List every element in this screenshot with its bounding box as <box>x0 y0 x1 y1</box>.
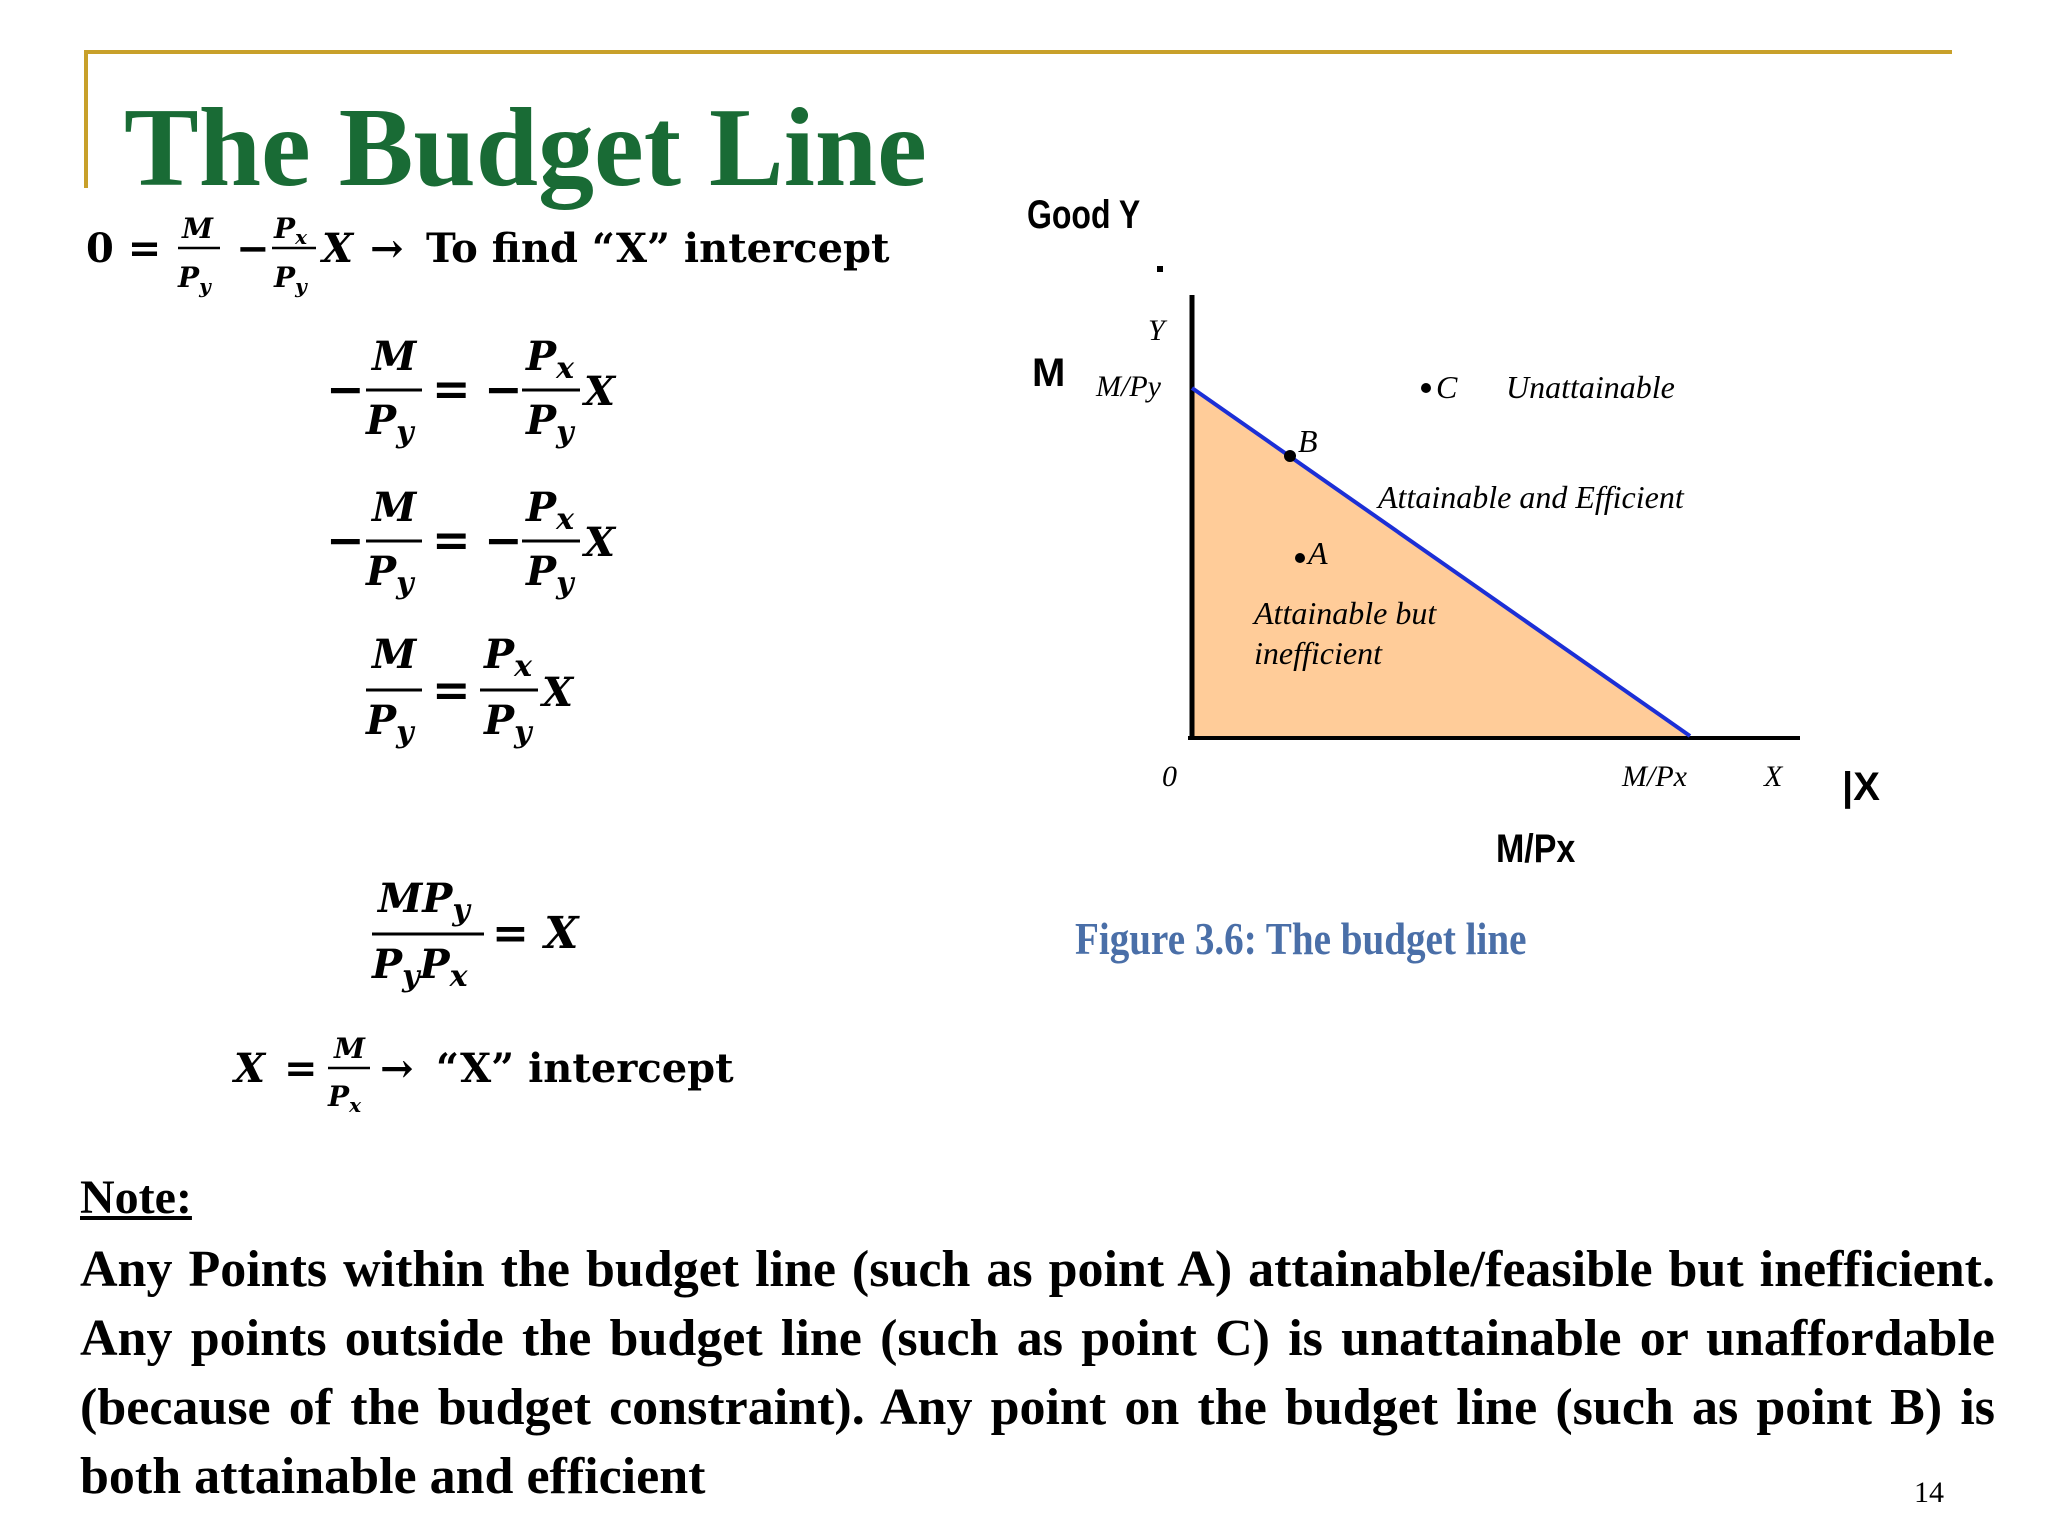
svg-text:=: = <box>432 513 471 567</box>
svg-text:Py: $P_y$ <box>274 261 307 298</box>
point-b-label: B <box>1298 423 1318 459</box>
arrow-2: → <box>380 1045 414 1092</box>
svg-text:X: X <box>234 1045 266 1092</box>
svg-text:Px: $P_x$ <box>274 212 307 249</box>
equation-line-6 <box>231 1032 734 1117</box>
y-axis-tick <box>1157 266 1163 272</box>
point-a-marker <box>1295 553 1305 563</box>
svg-text:Px: $P_x$ <box>526 333 574 386</box>
svg-text:0 =: 0 = <box>86 225 162 272</box>
x-intercept-result: “X” intercept <box>436 1045 734 1092</box>
svg-text:M: M <box>372 484 417 531</box>
svg-text:PyPx: $P_yP_x$ <box>372 941 468 994</box>
svg-text:Py: $P_y$ <box>526 397 574 450</box>
svg-text:−: − <box>484 513 523 567</box>
svg-text:Py: $P_y$ <box>526 548 574 601</box>
origin-label: 0 <box>1162 760 1177 793</box>
note-text: Any Points within the budget line (such as point A) attainable/feasible but inefficient. Any points outside the budget line (such as point C) is unattainable or unaffordable (because of the budget constraint). Any point on the budget line (such as point B) is both attainable and efficient <box>80 1241 1995 1505</box>
svg-text:M: M <box>372 333 417 380</box>
x-intercept-instruction: To find “X” intercept <box>426 225 890 272</box>
svg-text:Px: $P_x$ <box>526 484 574 537</box>
slide-title: The Budget Line <box>124 86 927 210</box>
svg-text:Py: $P_y$ <box>366 548 414 601</box>
svg-text:Py: $P_y$ <box>484 697 532 750</box>
svg-text:−: − <box>326 513 365 567</box>
m-fragment-label: M <box>1032 351 1066 395</box>
svg-text:−: − <box>326 362 365 416</box>
svg-text:−: − <box>484 362 523 416</box>
y-intercept-label: M/Py <box>1096 370 1161 403</box>
svg-text:M: M <box>334 1032 365 1065</box>
svg-text:M: M <box>182 212 213 245</box>
x-axis-letter: X <box>1764 760 1783 793</box>
svg-text:Px: $P_x$ <box>328 1080 361 1117</box>
point-b-marker <box>1284 450 1296 462</box>
attainable-inefficient-label-1: Attainable but <box>1254 595 1437 631</box>
point-c-marker <box>1421 383 1431 393</box>
point-c-label: C <box>1436 369 1458 405</box>
svg-text:X: X <box>584 368 616 415</box>
svg-text:Py: $P_y$ <box>178 261 211 298</box>
svg-text:−: − <box>236 225 270 272</box>
svg-text:X: X <box>322 225 354 272</box>
point-a-label: A <box>1308 535 1328 571</box>
figure-caption: Figure 3.6: The budget line <box>1075 913 1527 964</box>
svg-text:X: X <box>584 519 616 566</box>
svg-text:=: = <box>284 1045 318 1092</box>
note-label: Note: <box>80 1171 192 1224</box>
unattainable-label: Unattainable <box>1506 369 1675 405</box>
attainable-efficient-label: Attainable and Efficient <box>1378 479 1684 515</box>
page-number: 14 <box>1914 1476 1944 1509</box>
svg-text:Px: $P_x$ <box>484 631 532 684</box>
x-fragment-label: |X <box>1842 765 1880 809</box>
svg-text:= X: = X <box>492 908 579 959</box>
svg-text:X: X <box>542 669 574 716</box>
x-intercept-label: M/Px <box>1622 760 1687 793</box>
svg-text:M: M <box>372 631 417 678</box>
svg-text:Py: $P_y$ <box>366 397 414 450</box>
arrow-1: → <box>370 225 404 272</box>
y-axis-letter: Y <box>1148 314 1165 347</box>
x-intercept-bottom-label: M/Px <box>1496 825 1576 871</box>
svg-text:MPy: $MP_y$ <box>378 875 470 928</box>
attainable-inefficient-label-2: inefficient <box>1254 635 1382 671</box>
svg-text:=: = <box>432 362 471 416</box>
good-y-label: Good Y <box>1027 191 1141 237</box>
svg-text:Py: $P_y$ <box>366 697 414 750</box>
svg-text:=: = <box>432 663 471 717</box>
